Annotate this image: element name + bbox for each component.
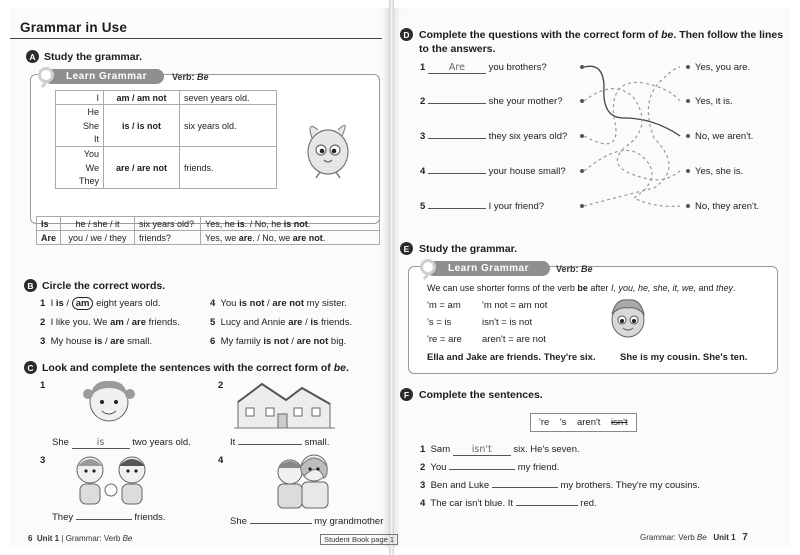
table-row: Are you / we / they friends? Yes, we are. / No, we are not. bbox=[37, 231, 380, 245]
answer-blank[interactable] bbox=[238, 444, 302, 445]
answer-blank[interactable] bbox=[449, 469, 515, 470]
table-row: We bbox=[56, 161, 277, 175]
answer-blank[interactable]: is bbox=[72, 437, 130, 449]
section-d-label-line2: to the answers. bbox=[419, 43, 496, 55]
answer-dot[interactable] bbox=[686, 169, 690, 173]
section-a-badge: A bbox=[26, 50, 39, 63]
negative-form-1: 'm not = am not bbox=[482, 300, 548, 311]
word-box bbox=[530, 413, 637, 432]
table-row: He is / is not six years old. bbox=[56, 105, 277, 119]
children-illustration bbox=[66, 452, 156, 510]
learn-grammar-verb-e: Verb: Be bbox=[556, 264, 593, 274]
word-option-used: isn't bbox=[611, 417, 628, 428]
answer-1: Yes, you are. bbox=[695, 62, 751, 73]
book-gutter bbox=[389, 0, 394, 555]
answer-dot[interactable] bbox=[686, 65, 690, 69]
section-d-badge: D bbox=[400, 28, 413, 41]
word-option: 're bbox=[539, 417, 550, 428]
page-title: Grammar in Use bbox=[20, 20, 128, 35]
section-d-label: Complete the questions with the correct form of be. Then follow the lines bbox=[419, 29, 784, 41]
circle-item-5: 5 Lucy and Annie are / is friends. bbox=[210, 317, 353, 328]
section-c-badge: C bbox=[24, 361, 37, 374]
table-row: I am / am not seven years old. bbox=[56, 91, 277, 105]
answer-dot[interactable] bbox=[686, 204, 690, 208]
item-number: 3 bbox=[40, 455, 46, 466]
grammar-intro: We can use shorter forms of the verb be after I, you, he, she, it, we, and they. bbox=[427, 283, 736, 293]
answer-blank[interactable] bbox=[428, 173, 486, 174]
answer-blank[interactable] bbox=[516, 505, 578, 506]
sentence-f-3: 3 Ben and Luke my brothers. They're my cousins. bbox=[420, 480, 700, 491]
section-b-badge: B bbox=[24, 279, 37, 292]
section-b-label: Circle the correct words. bbox=[42, 280, 166, 292]
complete-sentence-4: She my grandmother bbox=[230, 516, 384, 527]
answer-dot[interactable] bbox=[686, 134, 690, 138]
magnifier-icon bbox=[38, 67, 54, 83]
section-c-label: Look and complete the sentences with the correct form of be. bbox=[42, 362, 349, 374]
item-number: 4 bbox=[218, 455, 224, 466]
answer-blank[interactable] bbox=[250, 523, 312, 524]
short-form-1: 'm = am bbox=[427, 300, 461, 311]
left-page-footer: 6 Unit 1 | Grammar: Verb Be bbox=[28, 534, 133, 543]
girl-illustration bbox=[82, 374, 136, 428]
circle-item-3: 3 My house is / are small. bbox=[40, 336, 152, 347]
question-3: 3 they six years old? bbox=[420, 131, 568, 142]
sentence-f-1: 1 Sam isn't six. He's seven. bbox=[420, 444, 580, 455]
answer-blank[interactable]: Are bbox=[428, 62, 486, 74]
word-option: aren't bbox=[576, 417, 601, 428]
grammar-table-affirmative bbox=[55, 90, 277, 189]
right-page-footer: Grammar: Verb Be Unit 1 7 bbox=[640, 532, 748, 543]
question-4: 4 your house small? bbox=[420, 166, 566, 177]
answer-blank[interactable]: isn't bbox=[453, 444, 511, 456]
negative-form-3: aren't = are not bbox=[482, 334, 546, 345]
learn-grammar-verb-a: Verb: Be bbox=[172, 72, 209, 82]
negative-form-2: isn't = is not bbox=[482, 317, 533, 328]
title-rule bbox=[10, 38, 382, 39]
complete-sentence-1: She is two years old. bbox=[52, 437, 191, 448]
complete-sentence-3: They friends. bbox=[52, 512, 166, 523]
section-f-label: Complete the sentences. bbox=[419, 389, 543, 401]
example-sentence-1: Ella and Jake are friends. They're six. bbox=[427, 352, 596, 363]
question-1: 1 Are you brothers? bbox=[420, 62, 547, 73]
bird-mascot-illustration bbox=[298, 112, 358, 180]
answer-4: Yes, she is. bbox=[695, 166, 744, 177]
short-form-2: 's = is bbox=[427, 317, 452, 328]
answer-blank[interactable] bbox=[76, 519, 132, 520]
answer-blank[interactable] bbox=[428, 208, 486, 209]
circle-item-2: 2 I like you. We am / are friends. bbox=[40, 317, 180, 328]
answer-3: No, we aren't. bbox=[695, 131, 754, 142]
item-number: 1 bbox=[40, 380, 46, 391]
section-e-label: Study the grammar. bbox=[419, 243, 518, 255]
maze-lines bbox=[584, 58, 690, 214]
example-sentence-2: She is my cousin. She's ten. bbox=[620, 352, 748, 363]
table-row: You are / are not friends. bbox=[56, 147, 277, 161]
item-number: 2 bbox=[218, 380, 224, 391]
question-2: 2 she your mother? bbox=[420, 96, 563, 107]
section-f-badge: F bbox=[400, 388, 413, 401]
learn-grammar-banner-a: Learn Grammar bbox=[44, 69, 164, 84]
circle-item-1: 1 I is / am eight years old. bbox=[40, 298, 161, 309]
question-5: 5 I your friend? bbox=[420, 201, 545, 212]
word-option: 's bbox=[559, 417, 567, 428]
table-row: It bbox=[56, 133, 277, 147]
answer-5: No, they aren't. bbox=[695, 201, 760, 212]
grammar-table-questions bbox=[36, 216, 380, 245]
section-a-label: Study the grammar. bbox=[44, 51, 143, 63]
grandmother-illustration bbox=[268, 452, 336, 510]
short-form-3: 're = are bbox=[427, 334, 462, 345]
circle-item-4: 4 You is not / are not my sister. bbox=[210, 298, 347, 309]
table-row: They bbox=[56, 175, 277, 189]
answer-2: Yes, it is. bbox=[695, 96, 733, 107]
learn-grammar-banner-e: Learn Grammar bbox=[426, 261, 550, 276]
complete-sentence-2: It small. bbox=[230, 437, 330, 448]
table-row: Is he / she / it six years old? Yes, he is. / No, he is not. bbox=[37, 217, 380, 231]
magnifier-icon bbox=[420, 259, 436, 275]
circle-item-6: 6 My family is not / are not big. bbox=[210, 336, 347, 347]
answer-dot[interactable] bbox=[686, 99, 690, 103]
creature-mascot-illustration bbox=[606, 296, 650, 340]
sentence-f-2: 2 You my friend. bbox=[420, 462, 560, 473]
answer-blank[interactable] bbox=[428, 138, 486, 139]
student-book-reference: Student Book page 1 bbox=[320, 534, 398, 545]
section-e-badge: E bbox=[400, 242, 413, 255]
answer-blank[interactable] bbox=[492, 487, 558, 488]
house-illustration bbox=[232, 380, 337, 430]
answer-blank[interactable] bbox=[428, 103, 486, 104]
sentence-f-4: 4 The car isn't blue. It red. bbox=[420, 498, 597, 509]
table-row: She bbox=[56, 119, 277, 133]
